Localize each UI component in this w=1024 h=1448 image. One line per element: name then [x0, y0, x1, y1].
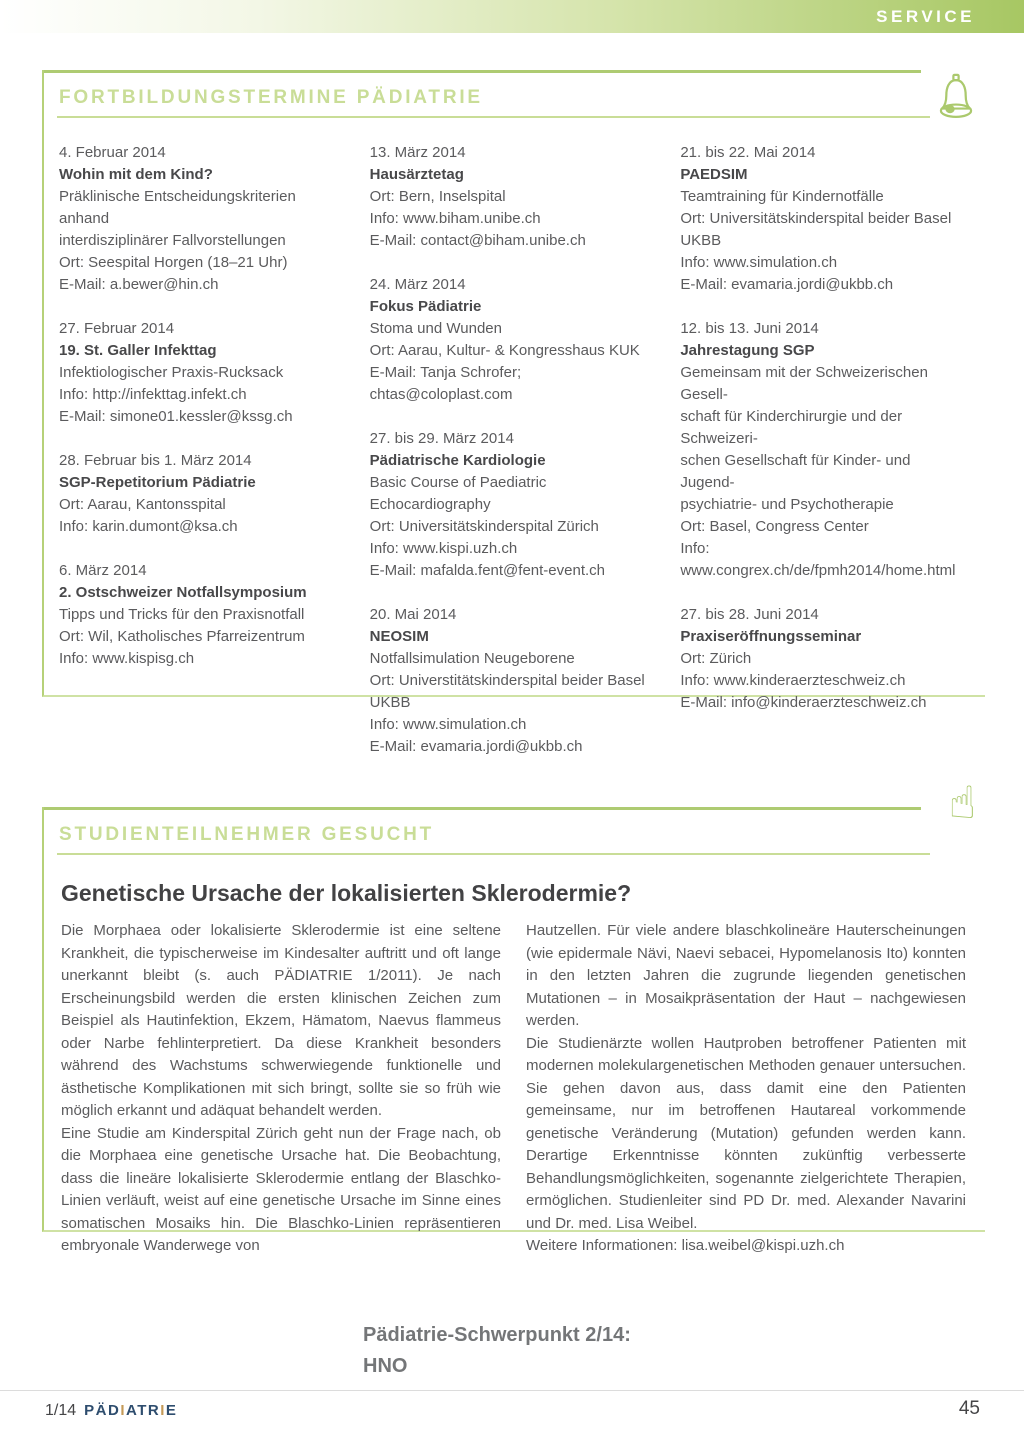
page-number: 45	[958, 1398, 980, 1419]
event-detail-line: Ort: Zürich	[680, 650, 752, 667]
event-title: SGP-Repetitorium Pädiatrie	[59, 474, 256, 491]
event-detail-line: schen Gesellschaft für Kinder- und Jugend-	[680, 452, 911, 491]
event-item	[59, 450, 344, 538]
section-studienteilnehmer	[42, 776, 985, 1254]
article-column-right	[526, 920, 966, 1258]
event-item	[370, 274, 655, 406]
bell-icon	[932, 73, 980, 127]
event-column	[680, 142, 965, 780]
article-paragraph: Die Studienärzte wollen Hautproben betroffener Patienten mit modernen molekulargenetischen Methoden genauer untersuchen. Sie gehen davon aus, dass damit eine den Patienten gemeinsame, nur im betroffenen Hautareal vorkommende genetische Veränderung (Mutation) gefunden werden kann. Derartige Erkenntnisse könnten zukünftig verbesserte Behandlungsmöglichkeiten, sogenannte zielgerichtete Therapien, ermöglichen. Studienleiter sind PD Dr. med. Alexander Navarini und Dr. med. Lisa Weibel.	[526, 1034, 966, 1232]
event-detail-line: Ort: Universitätskinderspital beider Basel UKBB	[680, 210, 952, 249]
event-detail-line: E-Mail: info@kinderaerzteschweiz.ch	[680, 694, 927, 711]
event-date: 27. bis 29. März 2014	[369, 430, 514, 447]
event-date: 12. bis 13. Juni 2014	[680, 320, 819, 337]
event-date: 27. Februar 2014	[59, 320, 175, 337]
service-header-bar	[0, 0, 1024, 33]
event-date: 24. März 2014	[369, 276, 466, 293]
article-paragraph: Die Morphaea oder lokalisierte Sklerodermie ist eine seltene Krankheit, die typischerweise im Kindesalter auftritt und oft lange unerkannt bleibt (s. auch PÄDIATRIE 1/2011). Je nach Erscheinungsbild werden die ersten klinischen Zeichen zum Beispiel als Hautinfektion, Ekzem, Hämatom, Naevus flammeus oder Narbe fehlinterpretiert. Da diese Krankheit besonders während des Wachstums schwerwiegende funktionelle und ästhetische Komplikationen mit sich bringt, sollte sie so früh wie möglich erkannt und adäquat behandelt werden.	[61, 922, 501, 1119]
teaser-line-2: HNO	[363, 1355, 408, 1377]
event-detail-line: Ort: Aarau, Kultur- & Kongresshaus KUK	[369, 342, 640, 359]
event-detail-line: psychiatrie- und Psychotherapie	[680, 496, 894, 513]
article-paragraph: Weitere Informationen: lisa.weibel@kispi.uzh.ch	[526, 1237, 845, 1254]
section-title-studienteilnehmer: STUDIENTEILNEHMER GESUCHT	[57, 824, 930, 855]
event-detail-line: Info: www.kispi.uzh.ch	[369, 540, 518, 557]
article-paragraph: Eine Studie am Kinderspital Zürich geht nun der Frage nach, ob die Morphaea eine genetische Ursache hat. Die Beobachtung, dass die lineäre lokalisierte Sklerodermie entlang der Blaschko-Linien verläuft, weist auf eine genetische Ursache im Sinne eines somatischen Mosaiks hin. Die Blaschko-Linien repräsentieren embryonale Wanderwege von	[61, 1124, 501, 1254]
events-grid	[59, 142, 965, 780]
event-detail-line: Ort: Wil, Katholisches Pfarreizentrum	[59, 628, 305, 645]
logo-letter-group: E	[165, 1402, 178, 1419]
event-detail-line: Stoma und Wunden	[369, 320, 502, 337]
event-detail-line: Ort: Bern, Inselspital	[369, 188, 506, 205]
logo-letter-group: ATR	[125, 1402, 161, 1419]
event-title: 19. St. Galler Infekttag	[59, 342, 217, 359]
event-item	[59, 142, 344, 296]
event-date: 21. bis 22. Mai 2014	[680, 144, 816, 161]
event-column	[370, 142, 655, 780]
event-title: Pädiatrische Kardiologie	[369, 452, 546, 469]
event-detail-line: Tipps und Tricks für den Praxisnotfall	[59, 606, 305, 623]
article-body	[61, 920, 966, 1258]
event-detail-line: Info: www.simulation.ch	[369, 716, 527, 733]
event-detail-line: Info: www.biham.unibe.ch	[369, 210, 541, 227]
event-detail-line: Ort: Universtitätskinderspital beider Basel UKBB	[369, 672, 645, 711]
event-item	[59, 318, 344, 428]
event-detail-line: E-Mail: simone01.kessler@kssg.ch	[59, 408, 293, 425]
logo-letter-group: I	[160, 1402, 166, 1419]
event-detail-line: E-Mail: a.bewer@hin.ch	[59, 276, 219, 293]
event-title: PAEDSIM	[680, 166, 748, 183]
event-detail-line: Gemeinsam mit der Schweizerischen Gesell-	[680, 364, 928, 403]
event-title: Praxiseröffnungsseminar	[680, 628, 862, 645]
event-item	[680, 142, 965, 296]
event-detail-line: interdisziplinärer Fallvorstellungen	[59, 232, 286, 249]
service-label: SERVICE	[876, 6, 975, 26]
event-item	[680, 318, 965, 582]
footer-issue-logo	[45, 1402, 177, 1420]
event-title: Fokus Pädiatrie	[369, 298, 482, 315]
article-paragraph: Hautzellen. Für viele andere blaschkolineäre Hauterscheinungen (wie epidermale Nävi, Naevi sebacei, Hypomelanosis Ito) konnten in den letzten Jahren die zugrunde liegenden genetischen Mutationen – in Mosaikpräsentation der Haut – nachgewiesen werden.	[526, 922, 966, 1029]
event-detail-line: Infektiologischer Praxis-Rucksack	[59, 364, 284, 381]
event-date: 4. Februar 2014	[59, 144, 166, 161]
event-detail-line: Info: karin.dumont@ksa.ch	[59, 518, 238, 535]
article-column-left	[61, 920, 501, 1258]
event-detail-line: E-Mail: evamaria.jordi@ukbb.ch	[369, 738, 583, 755]
teaser-line-1: Pädiatrie-Schwerpunkt 2/14:	[363, 1324, 631, 1346]
event-detail-line: Präklinische Entscheidungskriterien anhand	[59, 188, 296, 227]
issue-number: 1/14	[45, 1402, 77, 1419]
event-detail-line: Basic Course of Paediatric Echocardiography	[369, 474, 547, 513]
event-title: 2. Ostschweizer Notfallsymposium	[59, 584, 307, 601]
section-title-fortbildungstermine: FORTBILDUNGSTERMINE PÄDIATRIE	[57, 87, 930, 118]
event-item	[680, 604, 965, 714]
event-detail-line: Ort: Universitätskinderspital Zürich	[369, 518, 599, 535]
event-title: Jahrestagung SGP	[680, 342, 815, 359]
event-detail-line: Ort: Basel, Congress Center	[680, 518, 869, 535]
event-date: 20. Mai 2014	[369, 606, 457, 623]
event-column	[59, 142, 344, 780]
footer-divider	[0, 1390, 1024, 1391]
event-detail-line: E-Mail: mafalda.fent@fent-event.ch	[369, 562, 605, 579]
article-title: Genetische Ursache der lokalisierten Sklerodermie?	[61, 880, 632, 906]
event-item	[59, 560, 344, 670]
event-date: 27. bis 28. Juni 2014	[680, 606, 819, 623]
event-detail-line: Ort: Seespital Horgen (18–21 Uhr)	[59, 254, 288, 271]
event-detail-line: Info: www.simulation.ch	[680, 254, 838, 271]
event-detail-line: Teamtraining für Kindernotfälle	[680, 188, 884, 205]
event-date: 28. Februar bis 1. März 2014	[59, 452, 252, 469]
logo-letter-group: I	[120, 1402, 126, 1419]
event-detail-line: Info: www.kispisg.ch	[59, 650, 195, 667]
event-item	[370, 142, 655, 252]
event-item	[370, 428, 655, 582]
paediatrie-logo	[84, 1402, 177, 1419]
event-detail-line: Ort: Aarau, Kantonsspital	[59, 496, 226, 513]
event-detail-line: E-Mail: Tanja Schrofer; chtas@coloplast.com	[369, 364, 522, 403]
event-title: Hausärztetag	[369, 166, 464, 183]
event-detail-line: Info: www.kinderaerzteschweiz.ch	[680, 672, 906, 689]
event-detail-line: E-Mail: evamaria.jordi@ukbb.ch	[680, 276, 894, 293]
event-item	[370, 604, 655, 758]
section-fortbildungstermine	[42, 70, 985, 755]
event-date: 13. März 2014	[369, 144, 466, 161]
event-detail-line: Info: http://infekttag.infekt.ch	[59, 386, 247, 403]
logo-letter-group: PÄD	[84, 1402, 121, 1419]
event-detail-line: Notfallsimulation Neugeborene	[369, 650, 575, 667]
event-detail-line: E-Mail: contact@biham.unibe.ch	[369, 232, 586, 249]
event-title: NEOSIM	[369, 628, 429, 645]
event-detail-line: schaft für Kinderchirurgie und der Schweizeri-	[680, 408, 903, 447]
event-title: Wohin mit dem Kind?	[59, 166, 213, 183]
pointing-hand-icon: ☝	[948, 776, 976, 829]
event-detail-line: Info: www.congrex.ch/de/fpmh2014/home.html	[680, 540, 956, 579]
event-date: 6. März 2014	[59, 562, 147, 579]
next-issue-teaser	[363, 1320, 631, 1382]
